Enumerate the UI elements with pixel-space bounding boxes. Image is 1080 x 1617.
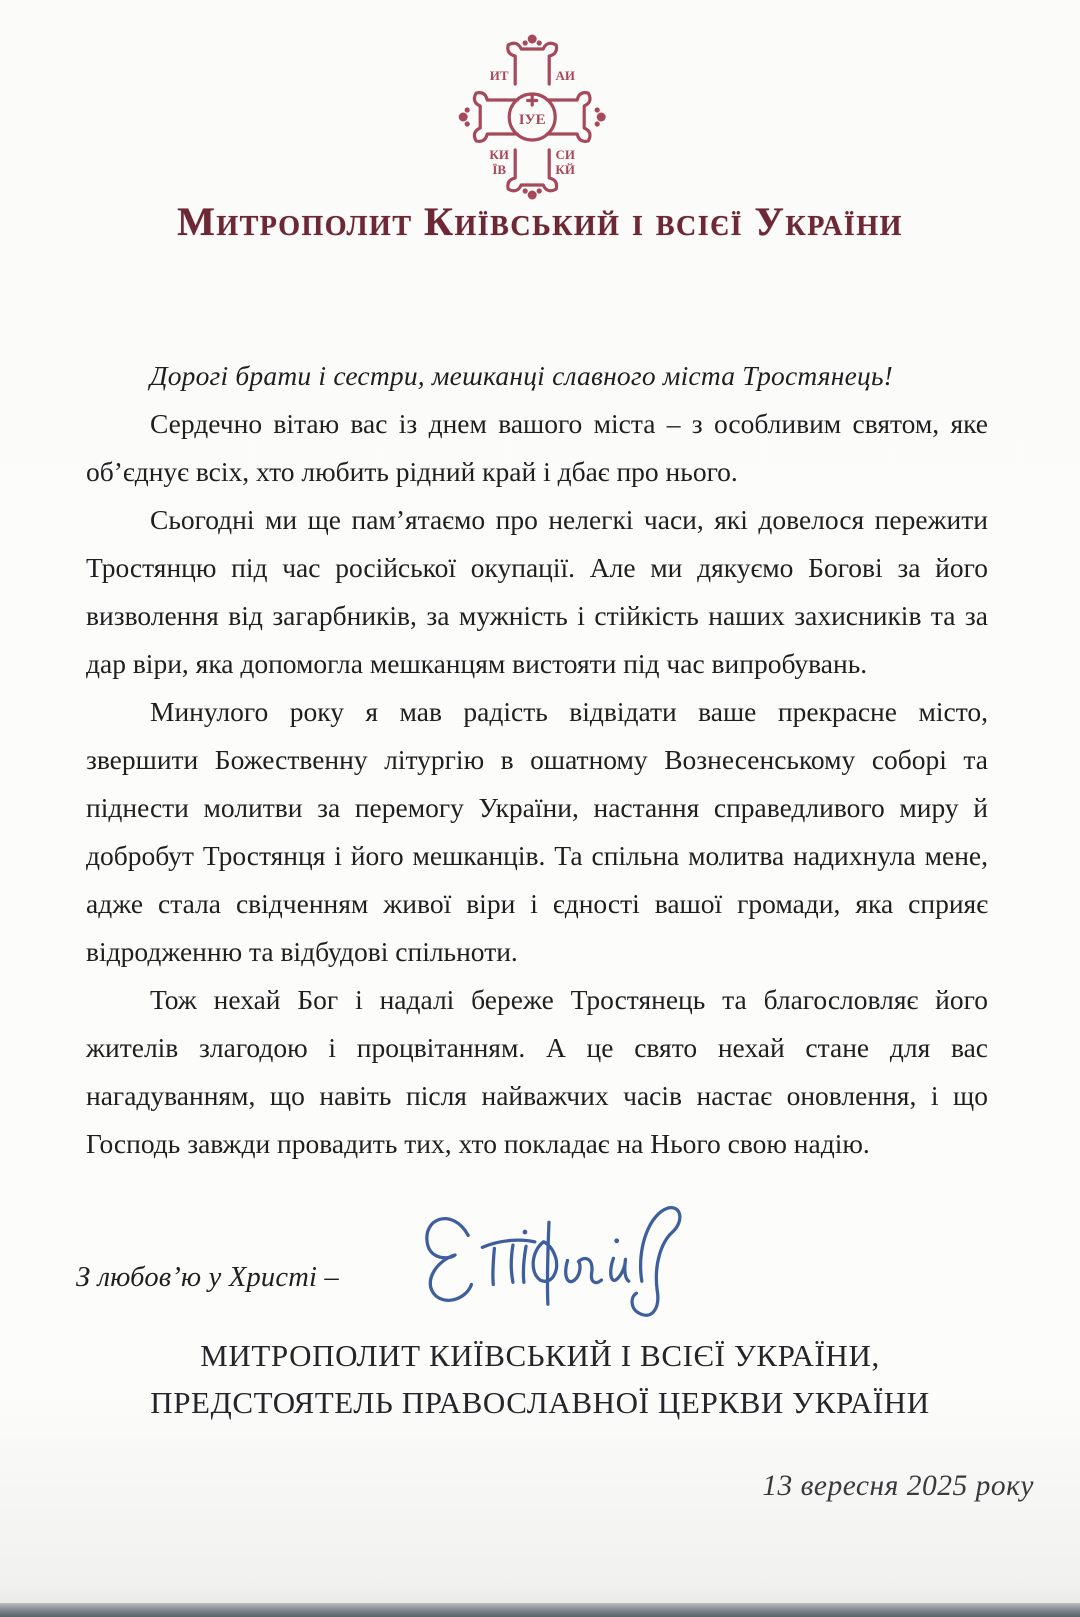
letter-body [86, 352, 988, 1168]
emblem-letters-tr: АИ [555, 68, 575, 83]
emblem-letters-br1: СИ [555, 147, 575, 162]
salutation: Дорогі брати і сестри, мешканці славного міста Тростянець! [150, 360, 894, 391]
emblem-letters-tl: ИТ [489, 68, 509, 83]
letter-paragraph: Сьогодні ми ще пам’ятаємо про нелегкі часи, які довелося пережити Тростянцю під час російської окупації. Але ми дякуємо Богові за його визволення від загарбників, за мужність і стійкість наших захисників та за дар віри, яка допомогла мешканцям вистояти під час випробувань. [86, 504, 988, 679]
photo-edge-shadow [0, 1603, 1080, 1617]
letterhead-title: Митрополит Київський і всієї України [177, 199, 903, 244]
closing-line: З любов’ю у Христі – [76, 1262, 339, 1293]
emblem-letters-br2: КЙ [555, 162, 575, 177]
letter-paragraph: Сердечно вітаю вас із днем вашого міста – з особливим святом, яке об’єднує всіх, хто любить рідний край і дбає про нього. [86, 408, 988, 487]
signoff-title-line-1: МИТРОПОЛИТ КИЇВСЬКИЙ І ВСІЄЇ УКРАЇНИ, [200, 1338, 880, 1373]
signature-icon [408, 1196, 714, 1338]
letter-paragraph: Тож нехай Бог і надалі береже Тростянець та благословляє його жителів злагодою і процвітанням. А це свято нехай стане для вас нагадуванням, що навіть після найважчих часів настає оновлення, і що Господь завжди провадить тих, хто покладає на Нього свою надію. [86, 984, 988, 1159]
signoff-title-line-2: ПРЕДСТОЯТЕЛЬ ПРАВОСЛАВНОЇ ЦЕРКВИ УКРАЇНИ [150, 1385, 930, 1420]
emblem-letters-bl1: КИ [489, 147, 509, 162]
emblem-center-monogram: ІУЕ [518, 112, 546, 128]
letter-paragraph: Минулого року я мав радість відвідати ваше прекрасне місто, звершити Божественну літургію в ошатному Вознесенському соборі та піднести молитви за перемогу України, настання справедливого миру й добробут Тростянця і його мешканців. Та спільна молитва надихнула мене, адже стала свідченням живої віри і єдності вашої громади, яка сприяє відродженню та відбудові спільноти. [86, 696, 988, 967]
emblem-letters-bl2: ЇВ [492, 162, 507, 177]
signoff-block [0, 1332, 1080, 1426]
orthodox-cross-emblem-icon [454, 34, 610, 200]
letter-date: 13 вересня 2025 року [762, 1470, 1034, 1502]
